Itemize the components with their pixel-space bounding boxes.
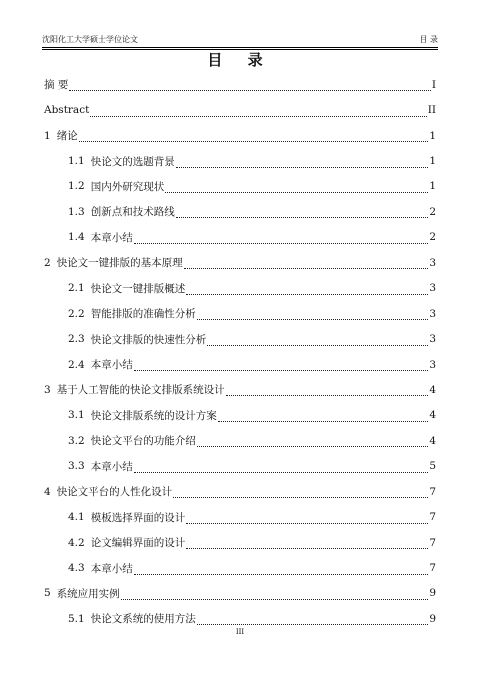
toc-dot-leader [79, 133, 429, 142]
page-title: 目 录 [207, 51, 273, 69]
toc-entry-number: 5.1 [68, 612, 85, 625]
toc-entry-number: 1.3 [68, 205, 85, 218]
toc-entry[interactable] [44, 504, 436, 529]
toc-entry-page: 5 [429, 460, 436, 473]
toc-entry[interactable] [44, 555, 436, 580]
toc-dot-leader [218, 413, 429, 422]
toc-entry[interactable] [44, 479, 436, 504]
toc-entry-number: 3.2 [68, 434, 85, 447]
toc-entry-page: 1 [429, 129, 436, 142]
toc-entry[interactable] [44, 250, 436, 275]
toc-entry[interactable] [44, 97, 436, 122]
toc-entry[interactable] [44, 428, 436, 453]
toc-entry-title: 快论文一键排版概述 [90, 282, 186, 295]
header-rule [42, 47, 438, 48]
toc-dot-leader [90, 108, 426, 117]
toc-entry-page: 7 [429, 562, 436, 575]
toc-entry-page: 4 [429, 383, 436, 396]
toc-entry-title: 模板选择界面的设计 [90, 511, 186, 524]
toc-entry[interactable] [44, 454, 436, 479]
toc-entry[interactable] [44, 276, 436, 301]
toc-entry-page: 2 [429, 231, 436, 244]
toc-entry-title: 绪论 [56, 130, 78, 143]
toc-entry[interactable] [44, 352, 436, 377]
toc-entry-page: 4 [429, 409, 436, 422]
toc-dot-leader [186, 286, 428, 295]
table-of-contents [44, 72, 436, 632]
toc-entry-page: 2 [429, 205, 436, 218]
running-header [42, 34, 438, 46]
toc-entry[interactable] [44, 123, 436, 148]
toc-entry-title: 快论文平台的功能介绍 [90, 435, 196, 448]
toc-entry-number: 4.2 [68, 536, 85, 549]
toc-entry-title: 本章小结 [90, 231, 133, 244]
toc-dot-leader [165, 184, 428, 193]
toc-entry-title: 本章小结 [90, 562, 133, 575]
toc-entry-page: 3 [429, 307, 436, 320]
header-thesis-title: 沈阳化工大学硕士学位论文 [42, 35, 138, 44]
toc-entry-page: 1 [429, 155, 436, 168]
toc-entry-title: 快论文系统的使用方法 [90, 613, 196, 626]
toc-entry-number: 1 [44, 129, 51, 142]
toc-dot-leader [186, 540, 428, 549]
toc-entry-title: 快论文的选题背景 [90, 155, 175, 168]
toc-entry-title: 本章小结 [90, 460, 133, 473]
toc-entry[interactable] [44, 174, 436, 199]
toc-entry[interactable] [44, 530, 436, 555]
toc-entry-title: 基于人工智能的快论文排版系统设计 [56, 384, 225, 397]
toc-entry[interactable] [44, 72, 436, 97]
toc-entry-page: 7 [429, 485, 436, 498]
toc-dot-leader [173, 489, 428, 498]
toc-entry-number: 4 [44, 485, 51, 498]
toc-entry-title: 国内外研究现状 [90, 180, 165, 193]
toc-entry-number: 1.1 [68, 155, 85, 168]
toc-entry-page: II [427, 104, 436, 117]
toc-entry-number: 3.3 [68, 460, 85, 473]
toc-entry-page: 3 [429, 333, 436, 346]
toc-entry-title: Abstract [44, 104, 90, 117]
toc-entry-title: 快论文排版的快速性分析 [90, 333, 207, 346]
toc-entry-page: 4 [429, 434, 436, 447]
toc-dot-leader [197, 616, 429, 625]
toc-entry-page: 3 [429, 256, 436, 269]
toc-entry-page: 1 [429, 180, 436, 193]
toc-entry-title: 快论文平台的人性化设计 [56, 486, 173, 499]
toc-entry-title: 创新点和技术路线 [90, 206, 175, 219]
toc-entry-number: 2.3 [68, 333, 85, 346]
toc-dot-leader [176, 159, 429, 168]
toc-entry-number: 1.4 [68, 231, 85, 244]
toc-entry-number: 1.2 [68, 180, 85, 193]
toc-dot-leader [134, 235, 429, 244]
toc-entry-number: 2 [44, 256, 51, 269]
toc-entry-number: 2.1 [68, 282, 85, 295]
toc-dot-leader [184, 260, 429, 269]
toc-entry-page: 3 [429, 358, 436, 371]
toc-entry-page: 9 [429, 612, 436, 625]
page-number: III [235, 628, 245, 636]
toc-entry-number: 2.2 [68, 307, 85, 320]
toc-entry-page: 7 [429, 511, 436, 524]
toc-entry[interactable] [44, 199, 436, 224]
toc-entry[interactable] [44, 225, 436, 250]
toc-entry-number: 3 [44, 383, 51, 396]
toc-entry-title: 快论文排版系统的设计方案 [90, 409, 217, 422]
toc-entry-title: 本章小结 [90, 359, 133, 372]
toc-dot-leader [226, 387, 429, 396]
toc-entry-title: 摘 要 [44, 79, 69, 92]
toc-entry-title: 快论文一键排版的基本原理 [56, 257, 183, 270]
toc-dot-leader [134, 566, 429, 575]
toc-dot-leader [134, 464, 429, 473]
toc-entry[interactable] [44, 301, 436, 326]
toc-dot-leader [197, 311, 429, 320]
toc-entry-page: 7 [429, 536, 436, 549]
toc-entry-page: I [431, 78, 436, 91]
toc-entry-title: 智能排版的准确性分析 [90, 308, 196, 321]
toc-entry-number: 2.4 [68, 358, 85, 371]
toc-entry-number: 3.1 [68, 409, 85, 422]
toc-dot-leader [121, 591, 429, 600]
toc-entry[interactable] [44, 403, 436, 428]
toc-entry-page: 9 [429, 587, 436, 600]
toc-entry-title: 论文编辑界面的设计 [90, 537, 186, 550]
toc-entry-number: 5 [44, 587, 51, 600]
toc-entry[interactable] [44, 148, 436, 173]
header-section-name: 目 录 [419, 35, 438, 44]
toc-entry[interactable] [44, 377, 436, 402]
toc-dot-leader [197, 438, 429, 447]
toc-entry[interactable] [44, 326, 436, 351]
toc-dot-leader [207, 337, 428, 346]
toc-dot-leader [176, 209, 429, 218]
toc-dot-leader [134, 362, 429, 371]
toc-entry[interactable] [44, 581, 436, 606]
toc-entry-title: 系统应用实例 [56, 587, 120, 600]
toc-entry-number: 4.3 [68, 562, 85, 575]
toc-entry-page: 3 [429, 282, 436, 295]
toc-dot-leader [69, 82, 431, 91]
toc-dot-leader [186, 515, 428, 524]
toc-entry-number: 4.1 [68, 511, 85, 524]
